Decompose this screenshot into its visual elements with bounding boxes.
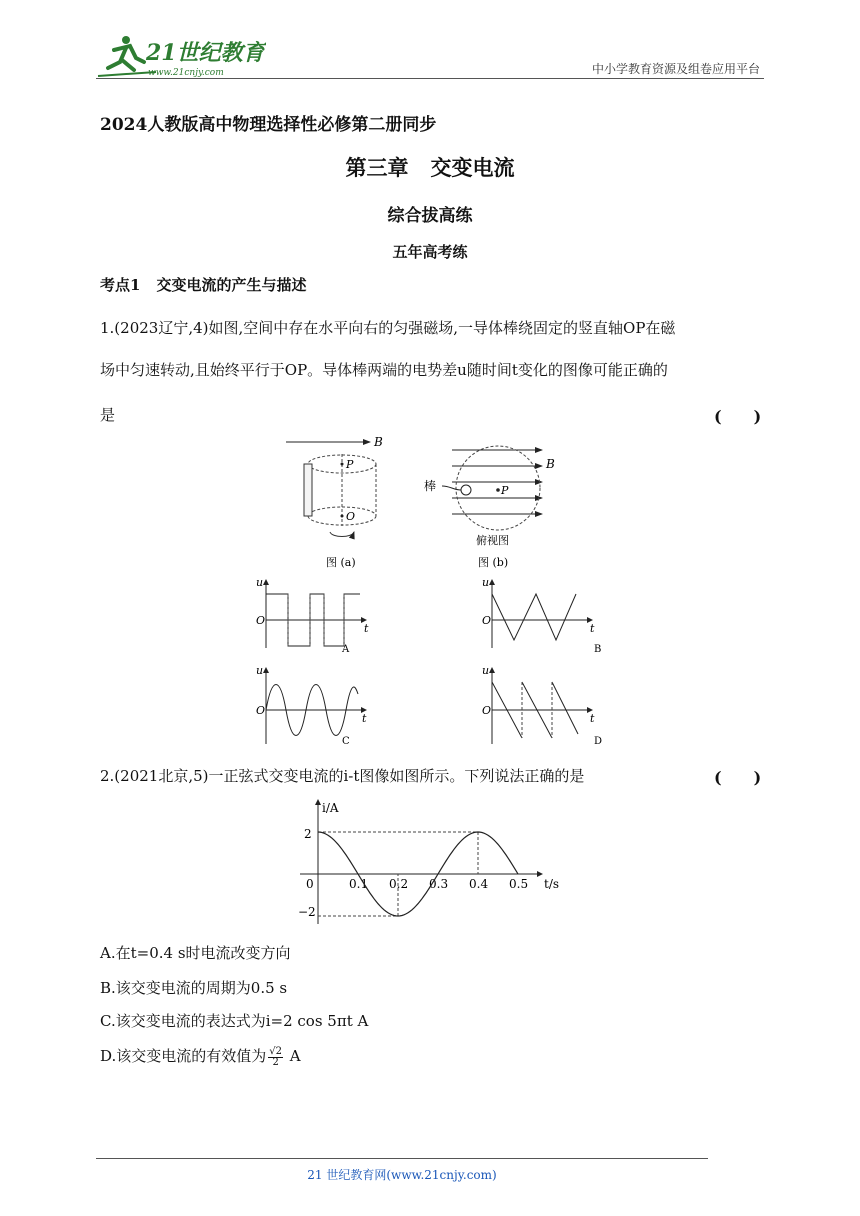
logo-text: 21世纪教育 [146,40,265,66]
x-tick-label: 0.3 [429,877,449,891]
q2-option-a: A.在t=0.4 s时电流改变方向 [100,944,291,962]
q2-option-d [100,1045,301,1068]
axis-t-label: t [362,712,367,725]
q2-option-d-fraction [268,1047,283,1068]
header-divider [96,78,764,79]
section-title: 综合拔高练 [387,206,473,226]
q1-figure-a [286,430,396,572]
q2-option-d-unit: A [285,1047,301,1065]
y-tick-neg: −2 [298,905,316,919]
origin-label: O [482,704,492,717]
axis-u-label: u [256,576,264,589]
q1-line-2: 场中匀速转动,且始终平行于OP。导体棒两端的电势差u随时间t变化的图像可能正确的 [100,361,668,379]
q2-i-t-chart [280,796,580,926]
chapter-number: 第三章 [345,155,409,180]
logo-url: www.21cnjy.com [148,68,224,78]
fig-b-rod-label: 棒 [424,479,437,493]
fig-a-caption: 图 (a) [326,556,356,569]
axis-u-label: u [256,664,264,677]
option-label-c: C [342,736,350,747]
q2-stem: 2.(2021北京,5)一正弦式交变电流的i-t图像如图所示。下列说法正确的是 [100,767,585,785]
option-label-d: D [594,736,603,747]
axis-t-label: t [364,622,369,635]
q1-option-graph-a [252,576,372,656]
q2-option-d-text: D.该交变电流的有效值为 [100,1047,267,1065]
option-label-a: A [342,644,350,655]
fig-a-label-b: B [374,435,383,449]
footer-divider [96,1158,708,1159]
fig-a-label-o: O [346,510,356,523]
x-tick-label: 0.2 [389,877,409,891]
subsection-title: 五年高考练 [392,243,468,261]
series-title: 2024人教版高中物理选择性必修第二册同步 [100,115,437,135]
x-tick-label: 0.1 [349,877,369,891]
chapter-name: 交变电流 [430,155,515,180]
topic-heading [100,274,306,295]
topic-name: 交变电流的产生与描述 [156,276,307,294]
q1-option-graph-b [478,576,608,656]
footer-link[interactable]: 21 世纪教育网(www.21cnjy.com) [307,1168,497,1182]
x-axis-label: t/s [544,877,560,891]
fig-b-label-b: B [546,457,555,471]
q1-line-3: 是 [100,406,116,424]
axis-u-label: u [482,576,490,589]
fig-a-label-p: P [346,458,354,471]
fig-b-label-p: P [501,484,509,497]
y-tick-pos: 2 [304,827,312,841]
q1-answer-paren: ( ) [714,407,762,426]
site-logo [96,32,266,80]
q1-option-graph-d [478,664,608,748]
platform-name: 中小学教育资源及组卷应用平台 [591,62,760,76]
axis-t-label: t [590,622,595,635]
axis-t-label: t [590,712,595,725]
origin-label: O [256,704,266,717]
fig-b-view-label: 俯视图 [476,534,509,547]
q2-option-b: B.该交变电流的周期为0.5 s [100,979,288,997]
q1-line-1: 1.(2023辽宁,4)如图,空间中存在水平向右的匀强磁场,一导体棒绕固定的竖直轴OP在磁 [100,319,676,337]
x-tick-label: 0.4 [469,877,489,891]
axis-u-label: u [482,664,490,677]
q2-option-c: C.该交变电流的表达式为i=2 cos 5πt A [100,1012,369,1030]
origin-label: O [482,614,492,627]
chapter-title [0,152,860,182]
q2-answer-paren: ( ) [714,768,762,787]
option-label-b: B [594,644,602,655]
origin-label: O [256,614,266,627]
x-tick-label: 0.5 [509,877,529,891]
fraction-numerator: √2 [269,1045,282,1057]
topic-number: 考点1 [100,276,141,294]
q1-option-graph-c [252,664,372,748]
q1-figure-b [424,430,564,572]
fig-b-caption: 图 (b) [478,556,509,569]
fraction-denominator: 2 [272,1056,279,1068]
y-axis-label: i/A [322,801,339,815]
origin-label: 0 [306,877,314,891]
